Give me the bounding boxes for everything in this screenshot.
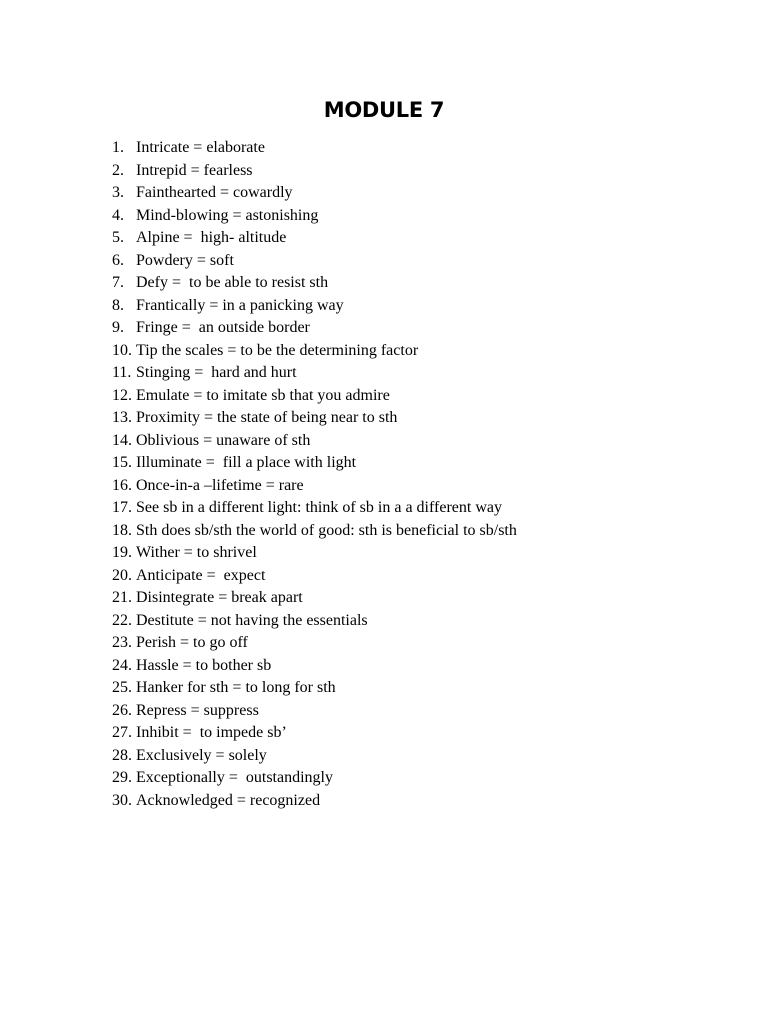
list-item-text: Intricate = elaborate <box>136 139 265 156</box>
list-item-number: 18. <box>112 521 132 539</box>
list-item-number: 6. <box>112 251 124 269</box>
list-item-text: Disintegrate = break apart <box>136 589 303 606</box>
list-item-number: 27. <box>112 724 132 741</box>
list-item <box>112 430 517 453</box>
list-item-text: Tip the scales = to be the determining factor <box>136 341 419 359</box>
list-item-number: 4. <box>112 206 124 224</box>
list-item-text: Alpine = high- altitude <box>136 229 287 246</box>
list-item <box>112 295 517 318</box>
list-item-text: Exclusively = solely <box>136 746 267 764</box>
list-item-number: 7. <box>112 274 124 291</box>
list-item-text: Wither = to shrivel <box>136 544 257 561</box>
list-item-text: Fringe = an outside border <box>136 319 310 336</box>
list-item <box>112 205 517 228</box>
list-item <box>112 565 517 588</box>
list-item <box>112 632 517 655</box>
list-item-text: Oblivious = unaware of sth <box>136 431 311 449</box>
list-item-number: 29. <box>112 769 132 786</box>
list-item-text: Repress = suppress <box>136 701 259 719</box>
list-item-number: 15. <box>112 454 132 471</box>
list-item-text: Hanker for sth = to long for sth <box>136 679 336 696</box>
list-item <box>112 182 517 205</box>
list-item-number: 1. <box>112 139 124 156</box>
list-item-text: Illuminate = fill a place with light <box>136 454 357 471</box>
list-item <box>112 340 517 363</box>
list-item-number: 9. <box>112 319 124 336</box>
list-item-text: Hassle = to bother sb <box>136 656 272 674</box>
list-item-number: 22. <box>112 611 132 629</box>
vocabulary-list <box>112 137 517 812</box>
list-item-text: Destitute = not having the essentials <box>136 611 368 629</box>
list-item-number: 13. <box>112 409 132 426</box>
list-item-number: 20. <box>112 566 132 584</box>
list-item-text: Fainthearted = cowardly <box>136 184 293 201</box>
list-item <box>112 362 517 385</box>
list-item <box>112 700 517 723</box>
list-item <box>112 317 517 340</box>
list-item-number: 19. <box>112 544 132 561</box>
list-item-number: 26. <box>112 701 132 719</box>
list-item-text: Anticipate = expect <box>136 566 266 584</box>
list-item-text: Perish = to go off <box>136 634 248 651</box>
list-item-number: 25. <box>112 679 132 696</box>
list-item-text: Sth does sb/sth the world of good: sth is beneficial to sb/sth <box>136 521 517 539</box>
list-item <box>112 520 517 543</box>
list-item-text: Powdery = soft <box>136 251 234 269</box>
list-item <box>112 137 517 160</box>
list-item <box>112 475 517 498</box>
list-item-number: 17. <box>112 499 132 516</box>
list-item <box>112 452 517 475</box>
list-item-text: Proximity = the state of being near to sth <box>136 409 398 426</box>
list-item <box>112 610 517 633</box>
list-item-text: See sb in a different light: think of sb in a a different way <box>136 499 502 516</box>
list-item <box>112 385 517 408</box>
list-item-number: 30. <box>112 791 132 809</box>
list-item <box>112 250 517 273</box>
list-item <box>112 160 517 183</box>
list-item-number: 10. <box>112 341 132 359</box>
list-item <box>112 407 517 430</box>
list-item-text: Defy = to be able to resist sth <box>136 274 329 291</box>
list-item-number: 21. <box>112 589 132 606</box>
list-item-number: 23. <box>112 634 132 651</box>
list-item-number: 2. <box>112 161 124 179</box>
list-item <box>112 587 517 610</box>
list-item-number: 16. <box>112 476 132 494</box>
list-item-text: Emulate = to imitate sb that you admire <box>136 386 390 404</box>
list-item <box>112 272 517 295</box>
list-item-number: 12. <box>112 386 132 404</box>
list-item-text: Intrepid = fearless <box>136 161 253 179</box>
list-item-number: 5. <box>112 229 124 246</box>
list-item-text: Stinging = hard and hurt <box>136 364 297 381</box>
page-title: MODULE 7 <box>323 98 445 122</box>
list-item <box>112 790 517 813</box>
list-item-number: 24. <box>112 656 132 674</box>
list-item-text: Exceptionally = outstandingly <box>136 769 333 786</box>
list-item-text: Once-in-a –lifetime = rare <box>136 476 304 494</box>
list-item-number: 3. <box>112 184 124 201</box>
list-item-text: Mind-blowing = astonishing <box>136 206 319 224</box>
list-item <box>112 677 517 700</box>
list-item <box>112 745 517 768</box>
list-item-text: Acknowledged = recognized <box>136 791 321 809</box>
list-item <box>112 497 517 520</box>
list-item-number: 8. <box>112 296 124 314</box>
list-item <box>112 655 517 678</box>
list-item-text: Frantically = in a panicking way <box>136 296 344 314</box>
list-item-number: 14. <box>112 431 132 449</box>
list-item <box>112 767 517 790</box>
list-item-number: 11. <box>112 364 132 381</box>
list-item <box>112 722 517 745</box>
list-item <box>112 227 517 250</box>
list-item-text: Inhibit = to impede sb’ <box>136 724 287 741</box>
list-item-number: 28. <box>112 746 132 764</box>
list-item <box>112 542 517 565</box>
